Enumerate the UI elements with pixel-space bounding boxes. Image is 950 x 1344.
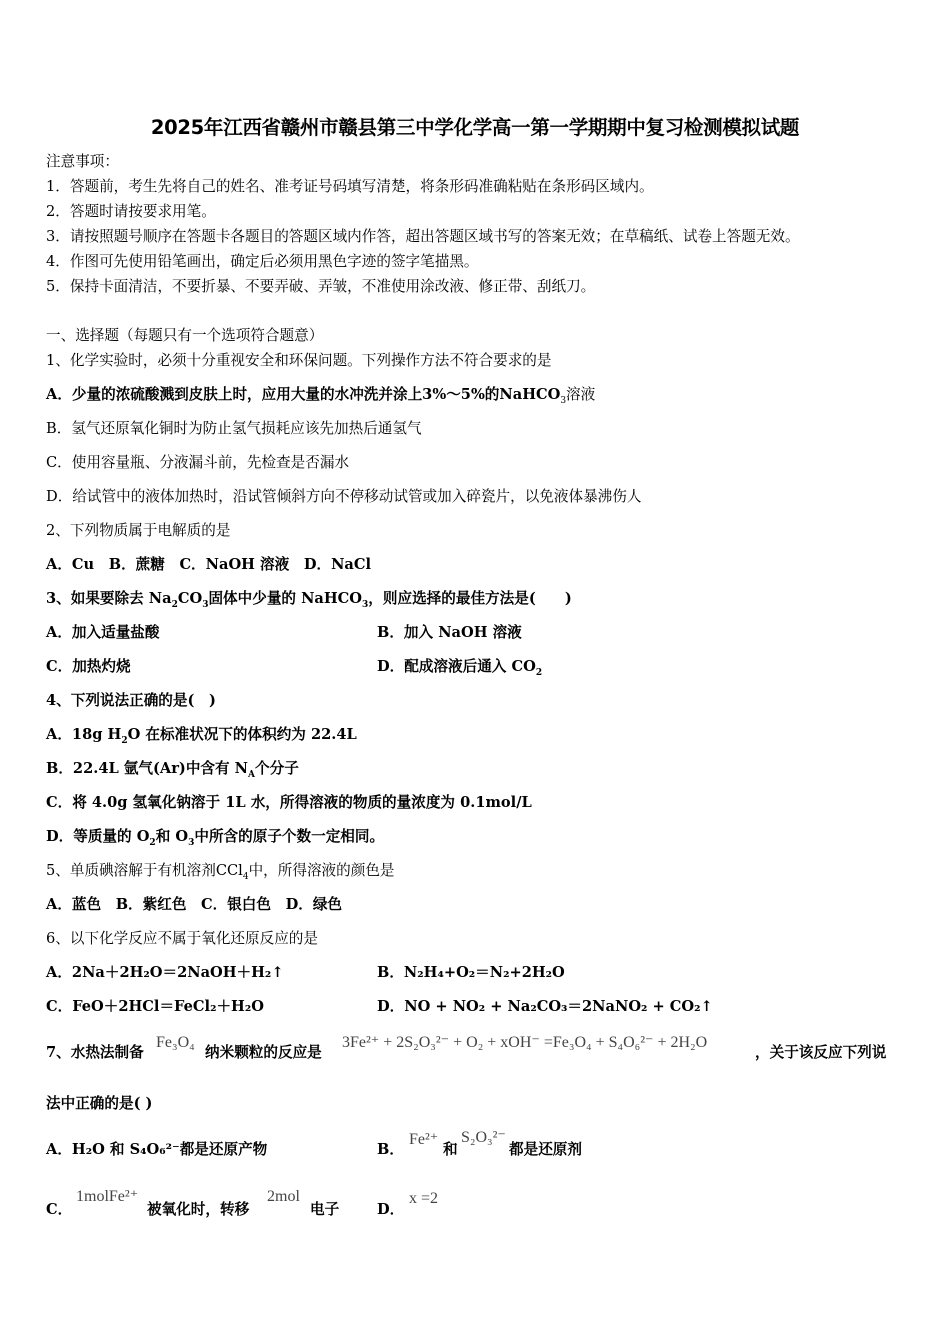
section-heading: 一、选择题（每题只有一个选项符合题意） bbox=[46, 327, 324, 344]
q3-stem-s1: 2 bbox=[171, 599, 178, 610]
q6-stem: 6、以下化学反应不属于氧化还原反应的是 bbox=[46, 930, 318, 947]
notice-heading: 注意事项： bbox=[46, 153, 119, 170]
q7-option-d-label: D． bbox=[377, 1201, 405, 1218]
q7-c-mid: 被氧化时，转移 bbox=[147, 1201, 250, 1218]
q4-a-sub: 2 bbox=[121, 735, 128, 746]
q7-option-a: A．H₂O 和 S₄O₆²⁻都是还原产物 bbox=[46, 1141, 268, 1158]
q4-d-s2: 3 bbox=[188, 837, 195, 848]
q7-c-tail: 电子 bbox=[310, 1201, 340, 1218]
q4-d-text: D．等质量的 O bbox=[46, 828, 150, 845]
q7-fe3o4-formula: Fe₃O₄ bbox=[156, 1034, 195, 1051]
q7-b-s2o3-formula: S₂O₃²⁻ bbox=[461, 1129, 506, 1146]
q4-stem: 4、下列说法正确的是( ) bbox=[46, 692, 216, 709]
q7-stem-d: 法中正确的是( ) bbox=[46, 1095, 153, 1112]
q1-a-sub: 3 bbox=[560, 395, 567, 406]
q7-d-formula: x =2 bbox=[409, 1190, 439, 1207]
q1-stem: 1、化学实验时，必须十分重视安全和环保问题。下列操作方法不符合要求的是 bbox=[46, 352, 552, 369]
q4-a-text: A．18g H bbox=[46, 726, 122, 743]
q3-stem-b: CO bbox=[177, 590, 203, 607]
q5-stem bbox=[46, 861, 395, 881]
q7-b-mid: 和 bbox=[443, 1141, 458, 1158]
q7-b-tail: 都是还原剂 bbox=[509, 1141, 582, 1158]
q4-d-s1: 2 bbox=[149, 837, 156, 848]
q5-options: A．蓝色 B．紫红色 C．银白色 D．绿色 bbox=[46, 896, 343, 913]
q1-option-d: D．给试管中的液体加热时，沿试管倾斜方向不停移动试管或加入碎瓷片，以免液体暴沸伤人 bbox=[46, 488, 642, 505]
q3-stem bbox=[46, 589, 572, 609]
q3-option-d bbox=[377, 657, 542, 677]
q5-stem-a: 5、单质碘溶解于有机溶剂CCl bbox=[46, 862, 243, 879]
q3-stem-s2: 3 bbox=[202, 599, 209, 610]
notice-item-1: 1．答题前，考生先将自己的姓名、准考证号码填写清楚，将条形码准确粘贴在条形码区域内。 bbox=[46, 178, 654, 195]
q4-a-tail: O 在标准状况下的体积约为 22.4L bbox=[127, 726, 357, 743]
q4-b-text: B．22.4L 氩气(Ar)中含有 N bbox=[46, 760, 249, 777]
q3-option-a: A．加入适量盐酸 bbox=[46, 624, 160, 641]
q6-option-a: A．2Na＋2H₂O＝2NaOH＋H₂↑ bbox=[46, 964, 284, 981]
q7-option-b-label: B． bbox=[377, 1141, 404, 1158]
notice-item-3: 3．请按照题号顺序在答题卡各题目的答题区域内作答，超出答题区域书写的答案无效；在草稿纸、试卷上答题无效。 bbox=[46, 228, 800, 245]
q5-stem-b: 中，所得溶液的颜色是 bbox=[248, 862, 395, 879]
q7-option-c-label: C． bbox=[46, 1201, 73, 1218]
q3-stem-d: ，则应选择的最佳方法是( ) bbox=[368, 590, 572, 607]
q7-b-fe-formula: Fe²⁺ bbox=[409, 1131, 439, 1148]
q5-stem-sub: 4 bbox=[242, 871, 249, 882]
q4-option-d bbox=[46, 827, 384, 847]
q7-stem-b: 纳米颗粒的反应是 bbox=[205, 1044, 322, 1061]
q7-c-2mol-formula: 2mol bbox=[267, 1188, 300, 1205]
q7-stem-c: ，关于该反应下列说 bbox=[755, 1044, 887, 1061]
q2-stem: 2、下列物质属于电解质的是 bbox=[46, 522, 231, 539]
q2-options: A．Cu B．蔗糖 C．NaOH 溶液 D．NaCl bbox=[46, 556, 372, 573]
q4-option-b bbox=[46, 759, 299, 779]
q4-d-mid: 和 O bbox=[155, 828, 189, 845]
q1-a-tail: 溶液 bbox=[566, 386, 596, 403]
notice-item-4: 4．作图可先使用铅笔画出，确定后必须用黑色字迹的签字笔描黑。 bbox=[46, 253, 479, 270]
q7-stem-a: 7、水热法制备 bbox=[46, 1044, 144, 1061]
q3-option-c: C．加热灼烧 bbox=[46, 658, 131, 675]
q4-b-sub: A bbox=[248, 769, 256, 780]
q1-option-c: C．使用容量瓶、分液漏斗前，先检查是否漏水 bbox=[46, 454, 350, 471]
q3-d-text: D．配成溶液后通入 CO bbox=[377, 658, 536, 675]
notice-item-2: 2．答题时请按要求用笔。 bbox=[46, 203, 216, 220]
q4-d-tail: 中所含的原子个数一定相同。 bbox=[194, 828, 385, 845]
q4-option-a bbox=[46, 725, 357, 745]
q1-option-b: B．氢气还原氧化铜时为防止氢气损耗应该先加热后通氢气 bbox=[46, 420, 422, 437]
q3-option-b: B．加入 NaOH 溶液 bbox=[377, 624, 522, 641]
q1-option-a bbox=[46, 385, 595, 405]
q6-option-c: C．FeO＋2HCl＝FeCl₂＋H₂O bbox=[46, 998, 264, 1015]
q6-option-d: D．NO + NO₂ + Na₂CO₃＝2NaNO₂ + CO₂↑ bbox=[377, 998, 713, 1015]
q4-b-tail: 个分子 bbox=[255, 760, 299, 777]
q3-stem-s3: 3 bbox=[362, 599, 369, 610]
q7-equation: 3Fe²⁺ + 2S₂O₃²⁻ + O₂ + xOH⁻ =Fe₃O₄ + S₄O₆²⁻ + 2H₂O bbox=[342, 1034, 708, 1051]
page-title: 2025年江西省赣州市赣县第三中学化学高一第一学期期中复习检测模拟试题 bbox=[150, 116, 800, 139]
q6-option-b: B．N₂H₄+O₂＝N₂+2H₂O bbox=[377, 964, 565, 981]
q3-stem-c: 固体中少量的 NaHCO bbox=[208, 590, 363, 607]
q3-d-sub: 2 bbox=[535, 667, 543, 678]
q3-stem-a: 3、如果要除去 Na bbox=[46, 590, 172, 607]
notice-item-5: 5．保持卡面清洁，不要折暴、不要弄破、弄皱，不准使用涂改液、修正带、刮纸刀。 bbox=[46, 278, 596, 295]
q4-option-c: C．将 4.0g 氢氧化钠溶于 1L 水，所得溶液的物质的量浓度为 0.1mol/L bbox=[46, 794, 532, 811]
q7-c-mol-formula: 1molFe²⁺ bbox=[76, 1188, 139, 1205]
q1-a-text: A．少量的浓硫酸溅到皮肤上时，应用大量的水冲洗并涂上3%～5%的NaHCO bbox=[46, 386, 561, 403]
